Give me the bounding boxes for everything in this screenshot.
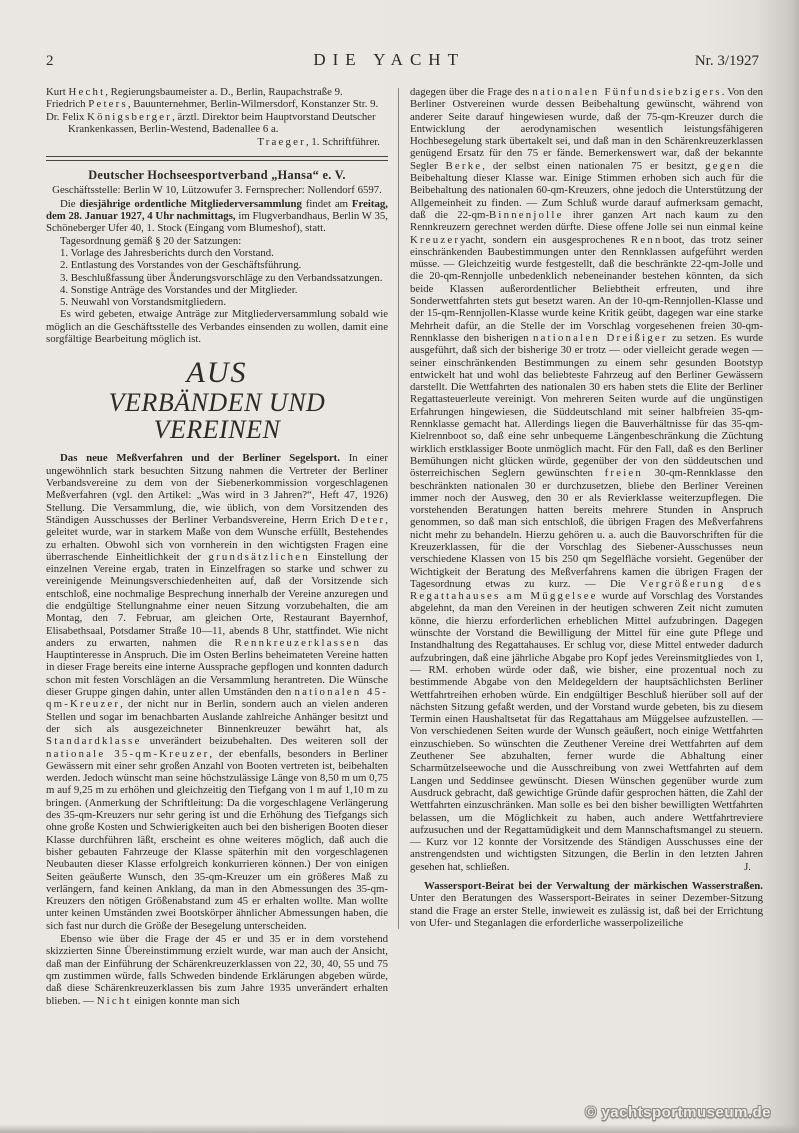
article-messverfahren [46,452,388,1006]
column-divider-rule [398,88,399,929]
association-address: Geschäftsstelle: Berlin W 10, Lützowufer 3. Fernsprecher: Nollendorf 6597. [52,184,382,197]
official-entry: Kurt Hecht, Regierungsbaumeister a. D., Berlin, Raupachstraße 9. [46,86,343,98]
article-continuation: dagegen über die Frage des nationalen Fünfundsiebzigers. Von den Berliner Ostvereinen wurde dessen Beibehaltung gewünscht, während von anderer Seite darauf hingewiesen wurde, daß der 75-qm-Kreuzer durch die Entwicklung der aerodynamischen wesentlich leistungsfähigeren Hochbesegelung stark übertakelt sei, und daß man in den Schärenkreuzerklassen genügend Ersatz für den 75 er fände. Bemerkenswert war, daß der bekannte Segler Berke, der selbst einen nationalen 75 er besitzt, gegen die Beibehaltung dieser Klasse war. Einige Stimmen erhoben sich auch für die Beibehaltung des nationalen 60-qm-Kreuzers, ohne jedoch die Unterstützung der Allgemeinheit zu finden. — Zum Schluß wurde darauf aufmerksam gemacht, daß die 22-qm-Binnenjolle ihrer ganzen Art nach kaum zu den Rennkreuzern gerechnet werden dürfte. Diese offene Jolle sei nun einmal keine Kreuzeryacht, sondern ein ausgesprochenes Rennboot, das trotz seiner einschränkenden Baubestimmungen unter den Rennklassen aufgeführt werden müsse. — Gleichzeitig wurde festgestellt, daß die beschränkte 22-qm-Jolle und die 20-qm-Rennjolle unbedenklich nebeneinander bestehen könnten, da sich beide Klassen außerordentlicher Beliebtheit erfreuten, und ihre Sonderwettfahrten stets gut besetzt waren. An der 10-qm-Rennjollen-Klasse und der 15-qm-Rennjollen-Klasse wurde keine Kritik geübt, dagegen war eine starke Mehrheit dafür, an die Stelle der im Vorschlag vorgesehenen freien 30-qm-Rennklasse den bisherigen nationalen Dreißiger zu setzen. Es wurde ausgeführt, daß sich der bisherige 30 er trotz — oder vielleicht gerade wegen — seiner einschränkenden Bestimmungen zu einem sehr gesunden Bootstyp entwickelt hat und wohl das beliebteste Fahrzeug auf den Berliner Gewässern darstellt. Die Wettfahrten des nationalen 30 ers haben stets die Elite der Berliner Regattasteuerleute vereinigt. Von mehreren Seiten wurde auf die ungünstigen Erfahrungen hingewiesen, die Süddeutschland mit seiner halbfreien 35-qm-Rennklasse gemacht hat. Allerdings liegen die Bauverhältnisse für das 35-qm-Kielrennboot so, daß eine sehr unbequeme Längenbeschränkung die Züchtung wirklich erstklassiger Boote unmöglich macht. Für den Fall, daß es den Berliner Bemühungen nicht glücken würde, gegenüber der von den süddeutschen und österreichischen Seglern gewünschten freien 30-qm-Rennklasse den beschränkten nationalen 30 er durchzusetzen, bliebe den Berliner Vereinen immer noch der Ausweg, den 30 er als Revierklasse weiterzupflegen. Die vorstehenden Beratungen hatten bereits mehrere Stunden in Anspruch genommen, so daß man sich entschloß, die übrigen Fragen des Meßverfahrens nicht mehr zu behandeln. Hierzu gehören u. a. auch die Bauvorschriften für die Kreuzerklassen, für die der Vorschlag des Siebener-Ausschusses neun verschiedene Klassen von 15 bis 250 qm Segelfläche vorsieht. Gegenüber der Wichtigkeit der Beratung des Meßverfahrens kamen die übrigen Fragen der Tagesordnung etwas zu kurz. — Die Vergrößerung des Regattahauses am Müggelsee wurde auf Vorschlag des Vorstandes abgelehnt, da man den Vereinen in der heutigen schweren Zeit nicht zumuten könne, die hierzu erforderlichen erheblichen Mittel aufzubringen. Dagegen wünschte der Vorstand die Bewilligung der Mittel für eine gute Pflege und Instandhaltung des Regattahauses. Er schlug vor, diese Mittel entweder dadurch aufzubringen, daß eine jährliche Abgabe pro Kopf jedes Vereinsmitgliedes von 1,— RM. erhoben würde oder daß, wie bisher, eine prozentual noch zu bestimmende Abgabe von den Meldegeldern der hauptsächlichsten Berliner Wettfahrtreihen erhoben würde. Ein endgültiger Beschluß hierüber soll auf der nächsten Sitzung gefaßt werden, und der Vorstand wurde gebeten, bis zu diesem Termin einen Haushaltsetat für das Regattahaus am Müggelsee aufzustellen. — Von verschiedenen Seiten wurde der Wunsch geäußert, noch einige Wettfahrten einzuschieben. So wünschten die Zeuthener Vereine drei Wettfahrten auf dem Zeuthener See abzuhalten, ferner wurde die Abhaltung einer Scharmützelseewoche und die Ausschreibung von zwei Wettfahrten auf dem Langen und Seddinsee gewünscht. Diesen Wünschen gegenüber wurde zum Ausdruck gebracht, daß gewichtige Gründe dafür gesprochen hätten, die Zahl der Wettfahrten einzuschränken. Man solle es bei den bisher bewilligten Wettfahrten belassen, um die Möglichkeit zu haben, auch andere Wettfahrtreviere aufzusuchen und der Regattamüdigkeit und dem Mannschaftsmangel zu steuern. — Kurz vor 12 konnte der Vorsitzende des Ständigen Ausschusses eine der anstrengendsten und wichtigsten Sitzungen, die Berlin in den letzten Jahren gesehen hat, schließen. J. [410,86,763,873]
two-column-layout [0,70,799,1007]
double-rule-divider [46,156,388,161]
publication-title: DIE YACHT [313,50,465,69]
agenda-item: 5. Neuwahl von Vorstandsmitgliedern. [60,296,227,309]
official-entry: Dr. Felix Königsberger, ärztl. Direktor beim Hauptvorstand Deutscher Krankenkassen, Berlin-Westend, Badenallee 6 a. [46,110,376,135]
agenda-item: 1. Vorlage des Jahresberichts durch den Vorstand. [60,246,274,259]
page-number: 2 [46,53,54,69]
section-heading-line1: AUS [186,356,248,390]
page-header [0,0,799,70]
official-entry: Friedrich Peters, Bauunternehmer, Berlin-Wilmersdorf, Konstanzer Str. 9. [46,98,379,111]
hansa-announcement-section [46,168,388,345]
submission-note: Es wird gebeten, etwaige Anträge zur Mitgliederversammlung sobald wie möglich an die Geschäftsstelle des Verbandes einsenden zu wollen, damit eine sorgfältige Bearbeitung möglich ist. [46,308,388,346]
watermark-stamp: © yachtsportmuseum.de [585,1104,771,1121]
scan-edge-shadow [0,1124,799,1133]
agenda-item: 2. Entlastung des Vorstandes von der Geschäftsführung. [60,259,302,272]
meeting-announcement: Die diesjährige ordentliche Mitgliederversammlung findet am Freitag, dem 28. Januar 1927, 4 Uhr nachmittags, im Flugverbandhaus, Berlin W 35, Schöneberger Ufer 40, 1. Stock (Eingang vom Blumeshof), statt. [46,197,388,235]
agenda-item: 4. Sonstige Anträge des Vorstandes und der Mitglieder. [60,283,298,296]
article-wassersport-beirat: Wassersport-Beirat bei der Verwaltung der märkischen Wasserstraßen. Unter den Beratungen des Wassersport-Beirates in seiner Dezember-Sitzung stand die Frage an erster Stelle, inwieweit es zulässig ist, daß bei der Errichtung von Ufer- und Steganlagen die erforderliche wasserpolizeiliche [410,880,763,929]
issue-number: Nr. 3/1927 [694,53,759,69]
right-column [410,86,763,1007]
section-heading [46,357,388,443]
agenda-intro: Tagesordnung gemäß § 20 der Satzungen: [60,234,242,247]
agenda-item: 3. Beschlußfassung über Änderungsvorschläge zu den Verbandssatzungen. [60,271,383,284]
officials-list [46,86,388,148]
article-paragraph: Das neue Meßverfahren und der Berliner Segelsport. In einer ungewöhnlich stark besuchten Sitzung nahmen die Vertreter der Berliner Verbandsvereine zu dem von der Siebenerkommission vorgeschlagenen Meßverfahren (vgl. den Artikel: „Was wird in 3 Jahren?“, Heft 47, 1926) Stellung. Die Versammlung, die, wie üblich, von dem Vorsitzenden des Ständigen Ausschusses der Berliner Verbandsvereine, Herrn Erich Deter, geleitet wurde, war in starkem Maße von dem Wunsche erfüllt, Bestehendes zu erhalten. Obwohl sich von vornherein in den wichtigsten Fragen eine überraschende Einheitlichkeit der grundsätzlichen Einstellung der einzelnen Vereine ergab, traten in Einzelfragen so starke und schwer zu vereinigende Meinungsverschiedenheiten auf, daß der Vorsitzende sich entschloß, eine nochmalige Besprechung innerhalb der Vereine anzuregen und die endgültige Stellungnahme einer neuen Sitzung vorzubehalten, die am Montag, den 7. Februar, am gleichen Orte, Restaurant Bayernhof, Elisabethsaal, Potsdamer Straße 10—11, abends 8 Uhr, stattfindet. Wie nicht anders zu erwarten, nahmen die Rennkreuzerklassen das Hauptinteresse in Anspruch. Die im Osten Berlins beheimateten Vereine hatten in dieser Frage bereits eine interne Aussprache gepflogen und konnten dadurch schon mit festen Vorschlägen an die Versammlung herantreten. Die Wünsche dieser Gruppe gingen dahin, unter allen Umständen den nationalen 45-qm-Kreuzer, der nicht nur in Berlin, sondern auch an vielen anderen Stellen und sogar im benachbarten Auslande zahlreiche Anhänger besitzt und der sich als ausgezeichneter Binnenkreuzer bewährt hat, als Standardklasse unverändert beizubehalten. Des weiteren soll der nationale 35-qm-Kreuzer, der ebenfalls, besonders in Berliner Gewässern mit einer sehr großen Anzahl von Booten vertreten ist, beibehalten werden. Jedoch wünscht man seine höchstzulässige Länge von 8,50 m um 0,75 m auf 9,25 m zu erhöhen und gleichzeitig den Tiefgang von 1 m auf 1,10 m zu bringen. (Anmerkung der Schriftleitung: Da die vorgeschlagene Verlängerung des 35-qm-Kreuzers nur sehr gering ist und die Erhöhung des Tiefgangs sich ohne große Kosten und Schwierigkeiten auch bei den bisherigen Booten dieser Klasse durchführen läßt, erscheint es ohne weiteres möglich, daß auch die bisher gebauten Fahrzeuge der Klasse späterhin mit den vorgeschlagenen Neubauten dieser Klasse erfolgreich konkurrieren können.) Der von einigen Seiten geäußerte Wunsch, den 35-qm-Kreuzer um ein größeres Maß zu verlängern, fand keinen Anklang, da man in den Abmessungen des 35-qm-Kreuzers den nötigen Größenabstand zum 45 er erhalten wollte. Man wollte unter keinen Umständen zwei Bootskörper ähnlicher Abmessungen haben, die sich fast nur durch die Größe der Besegelung unterscheiden. [46,452,388,932]
article-paragraph: Ebenso wie über die Frage der 45 er und 35 er in dem vorstehend skizzierten Sinne Übereinstimmung erzielt wurde, war man auch der Ansicht, daß man der Einführung der Schärenkreuzerklassen von 22, 30, 40, 55 und 75 qm zustimmen würde, falls Schweden bindende Erklärungen abgeben würde, daß diese Schärenkreuzerklassen bis zum Jahre 1935 unverändert erhalten blieben. — Nicht einigen konnte man sich [46,933,388,1007]
association-title: Deutscher Hochseesportverband „Hansa“ e. V. [88,168,346,183]
section-heading-line2: VERBÄNDEN UND VEREINEN [108,387,326,445]
left-column [46,86,388,1007]
secretary-signature: Traeger, 1. Schriftführer. [257,136,380,149]
